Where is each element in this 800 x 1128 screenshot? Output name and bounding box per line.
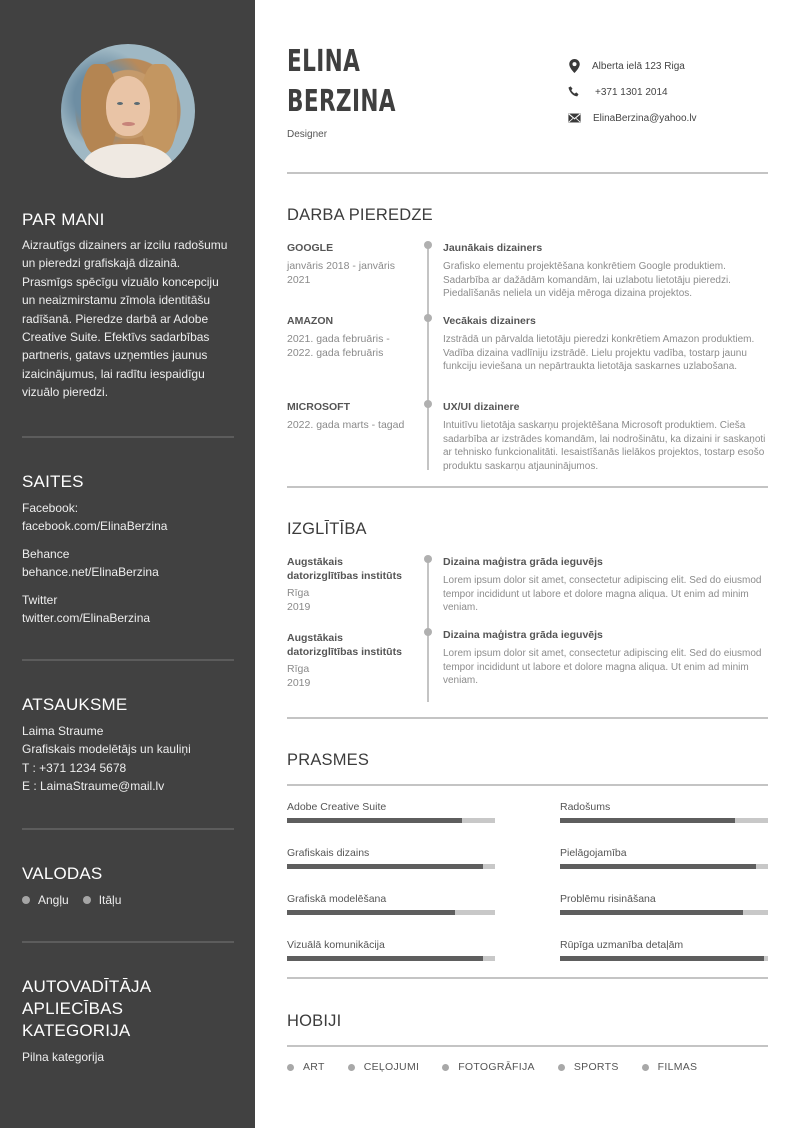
contact-info xyxy=(567,58,697,131)
hobby-item xyxy=(558,1061,619,1073)
language-item xyxy=(22,893,69,907)
contact-address xyxy=(567,53,697,79)
skill-item xyxy=(287,892,495,915)
hobbies-list xyxy=(287,1061,720,1073)
hobby-item xyxy=(442,1061,535,1073)
photo-eye xyxy=(117,102,123,105)
bullet-icon xyxy=(442,1064,449,1071)
timeline-line xyxy=(427,242,429,470)
skill-fill xyxy=(560,818,735,823)
language-label: Angļu xyxy=(38,893,69,907)
location-pin-icon xyxy=(567,59,581,73)
skill-label: Grafiskā modelēšana xyxy=(287,893,387,905)
skill-bar xyxy=(560,818,768,823)
sidebar-divider xyxy=(22,941,234,943)
first-name: ELINA xyxy=(287,44,361,79)
photo-lips xyxy=(122,122,135,126)
education-description: Lorem ipsum dolor sit amet, consectetur adipiscing elit. Sed do eiusmod tempor incididunt ut labore et dolore magna aliqua. Ut enim ad minim veniam. xyxy=(443,648,762,686)
skill-label: Problēmu risināšana xyxy=(560,893,656,905)
job-dates: 2022. gada marts - tagad xyxy=(287,419,405,431)
sidebar-divider xyxy=(22,828,234,830)
skill-item xyxy=(560,800,768,823)
skill-fill xyxy=(560,910,743,915)
license-title: AUTOVADĪTĀJA APLIECĪBAS KATEGORIJA xyxy=(22,977,151,1040)
photo-eye xyxy=(134,102,140,105)
job-role: Jaunākais dizainers xyxy=(443,242,543,254)
license-section xyxy=(22,976,234,1066)
timeline-dot-icon xyxy=(424,241,432,249)
link-facebook xyxy=(22,499,234,536)
about-section xyxy=(22,209,234,402)
company-name: AMAZON xyxy=(287,315,334,327)
school-name: Augstākais datorizglītības institūts xyxy=(287,632,402,658)
skill-label: Pielāgojamība xyxy=(560,847,627,859)
link-label: Twitter xyxy=(22,592,58,607)
hobby-item xyxy=(287,1061,325,1073)
hobby-label: FILMAS xyxy=(657,1061,698,1073)
degree: Dizaina maģistra grāda ieguvējs xyxy=(443,629,603,641)
phone-text: +371 1301 2014 xyxy=(595,86,668,98)
skill-bar xyxy=(287,910,495,915)
company-name: GOOGLE xyxy=(287,242,334,254)
skill-bar xyxy=(560,864,768,869)
hobbies-title: HOBIJI xyxy=(287,1012,342,1030)
reference-name: Laima Straume xyxy=(22,724,104,738)
skill-label: Rūpīga uzmanība detaļām xyxy=(560,939,684,951)
twitter-link[interactable]: twitter.com/ElinaBerzina xyxy=(22,611,151,626)
skill-label: Adobe Creative Suite xyxy=(287,801,387,813)
sidebar-divider xyxy=(22,436,234,438)
photo-face xyxy=(106,76,150,136)
skill-item xyxy=(560,846,768,869)
divider xyxy=(287,172,768,174)
divider xyxy=(287,784,768,786)
phone-icon xyxy=(567,85,581,99)
divider xyxy=(287,486,768,488)
languages-title: VALODAS xyxy=(22,864,103,883)
links-section xyxy=(22,471,234,636)
divider xyxy=(287,717,768,719)
job-role: UX/UI dizainere xyxy=(443,401,520,413)
skill-fill xyxy=(560,956,764,961)
skill-fill xyxy=(560,864,756,869)
hobby-label: ART xyxy=(303,1061,325,1073)
last-name: BERZINA xyxy=(287,84,396,119)
skill-fill xyxy=(287,864,483,869)
skill-fill xyxy=(287,910,455,915)
language-item xyxy=(83,893,122,907)
job-dates: janvāris 2018 - janvāris 2021 xyxy=(287,260,395,286)
hobby-label: SPORTS xyxy=(573,1061,619,1073)
email-text[interactable]: ElinaBerzina@yahoo.lv xyxy=(593,112,697,124)
job-description: Izstrādā un pārvalda lietotāju pieredzi konkrētiem Amazon produktiem. Vadība dizaina vadlīniju izstrādē. Lielu projektu vadība, tostarp jaunu funkciju ieviešana un nepārtraukta lietotāja saskarnes uzlabošana. xyxy=(443,334,755,372)
skill-fill xyxy=(287,956,483,961)
job-title: Designer xyxy=(287,129,328,140)
skill-item xyxy=(287,800,495,823)
envelope-icon xyxy=(567,111,581,125)
degree: Dizaina maģistra grāda ieguvējs xyxy=(443,556,603,568)
skill-label: Grafiskais dizains xyxy=(287,847,370,859)
timeline-dot-icon xyxy=(424,400,432,408)
reference-section xyxy=(22,694,234,796)
school-city: Rīga xyxy=(287,663,310,675)
contact-phone xyxy=(567,79,697,105)
divider xyxy=(287,1045,768,1047)
experience-title: DARBA PIEREDZE xyxy=(287,206,433,224)
links-title: SAITES xyxy=(22,472,84,491)
skill-item xyxy=(560,892,768,915)
contact-email xyxy=(567,105,697,131)
reference-phone: T : +371 1234 5678 xyxy=(22,760,127,775)
education-description: Lorem ipsum dolor sit amet, consectetur adipiscing elit. Sed do eiusmod tempor incididunt ut labore et dolore magna aliqua. Ut enim ad minim veniam. xyxy=(443,575,762,613)
timeline-dot-icon xyxy=(424,314,432,322)
sidebar xyxy=(0,0,255,1128)
skill-bar xyxy=(560,956,768,961)
full-name xyxy=(287,42,396,122)
link-twitter xyxy=(22,591,234,628)
link-label: Facebook: xyxy=(22,501,79,515)
hobby-item xyxy=(642,1061,698,1073)
skill-bar xyxy=(560,910,768,915)
link-behance xyxy=(22,545,234,582)
languages-section xyxy=(22,863,234,907)
sidebar-divider xyxy=(22,659,234,661)
timeline-dot-icon xyxy=(424,555,432,563)
hobby-label: CEĻOJUMI xyxy=(363,1061,420,1073)
reference-email[interactable]: E : LaimaStraume@mail.lv xyxy=(22,779,165,794)
bullet-icon xyxy=(642,1064,649,1071)
reference-title: ATSAUKSME xyxy=(22,695,128,714)
school-city: Rīga xyxy=(287,587,310,599)
main-content xyxy=(287,0,768,1128)
skills-title: PRASMES xyxy=(287,751,370,769)
hobby-item xyxy=(348,1061,420,1073)
facebook-link[interactable]: facebook.com/ElinaBerzina xyxy=(22,519,168,534)
skill-fill xyxy=(287,818,462,823)
skill-label: Vizuālā komunikācija xyxy=(287,939,385,951)
job-role: Vecākais dizainers xyxy=(443,315,536,327)
skill-label: Radošums xyxy=(560,801,611,813)
bullet-icon xyxy=(22,896,30,904)
profile-photo xyxy=(61,44,195,178)
address-text: Alberta ielā 123 Riga xyxy=(592,60,685,72)
license-value: Pilna kategorija xyxy=(22,1050,105,1064)
school-year: 2019 xyxy=(287,600,311,613)
bullet-icon xyxy=(287,1064,294,1071)
skill-bar xyxy=(287,818,495,823)
skill-bar xyxy=(287,864,495,869)
skill-item xyxy=(560,938,768,961)
job-description: Intuitīvu lietotāja saskarņu projektēšana Microsoft produktiem. Cieša sadarbība ar izstrādes komandām, lai nodrošinātu, ka dizaini ir saskaņoti ar tehnisko funkcionalitāti. Iesaistīšanās lielākos projektos, tostarp esošo produktu saskarņu atjauninājumos. xyxy=(443,420,766,472)
behance-link[interactable]: behance.net/ElinaBerzina xyxy=(22,565,159,580)
school-year: 2019 xyxy=(287,676,311,689)
reference-position: Grafiskais modelētājs un kauliņi xyxy=(22,742,191,757)
about-title: PAR MANI xyxy=(22,210,105,229)
timeline-dot-icon xyxy=(424,628,432,636)
photo-shoulders xyxy=(83,144,173,178)
link-label: Behance xyxy=(22,546,70,561)
skill-item xyxy=(287,938,495,961)
school-name: Augstākais datorizglītības institūts xyxy=(287,556,402,582)
bullet-icon xyxy=(83,896,91,904)
company-name: MICROSOFT xyxy=(287,401,350,413)
education-title: IZGLĪTĪBA xyxy=(287,520,367,538)
skill-bar xyxy=(287,956,495,961)
language-label: Itāļu xyxy=(98,893,122,907)
hobby-label: FOTOGRĀFIJA xyxy=(458,1061,535,1073)
bullet-icon xyxy=(558,1064,565,1071)
divider xyxy=(287,977,768,979)
bullet-icon xyxy=(348,1064,355,1071)
skill-item xyxy=(287,846,495,869)
job-dates: 2021. gada februāris - 2022. gada februāris xyxy=(287,333,390,359)
about-text: Aizrautīgs dizainers ar izcilu radošumu un pieredzi grafiskajā dizainā. Prasmīgs spēcīgu vizuālo koncepciju un neaizmirstamu zīmola identitāšu radīšanā. Pieredze darbā ar Adobe Creative Suite. Efektīvs sadarbības partneris, gatavs uzņemties jaunus izaicinājumus, lai radītu iespaidīgu vizuālo pieredzi. xyxy=(22,238,228,400)
job-description: Grafisko elementu projektēšana konkrētiem Google produktiem. Sadarbība ar dažādām komandām, lai uzlabotu lietotāju pieredzi. Piedalīšanās neliela un vidēja mēroga dizaina projektos. xyxy=(443,261,731,299)
